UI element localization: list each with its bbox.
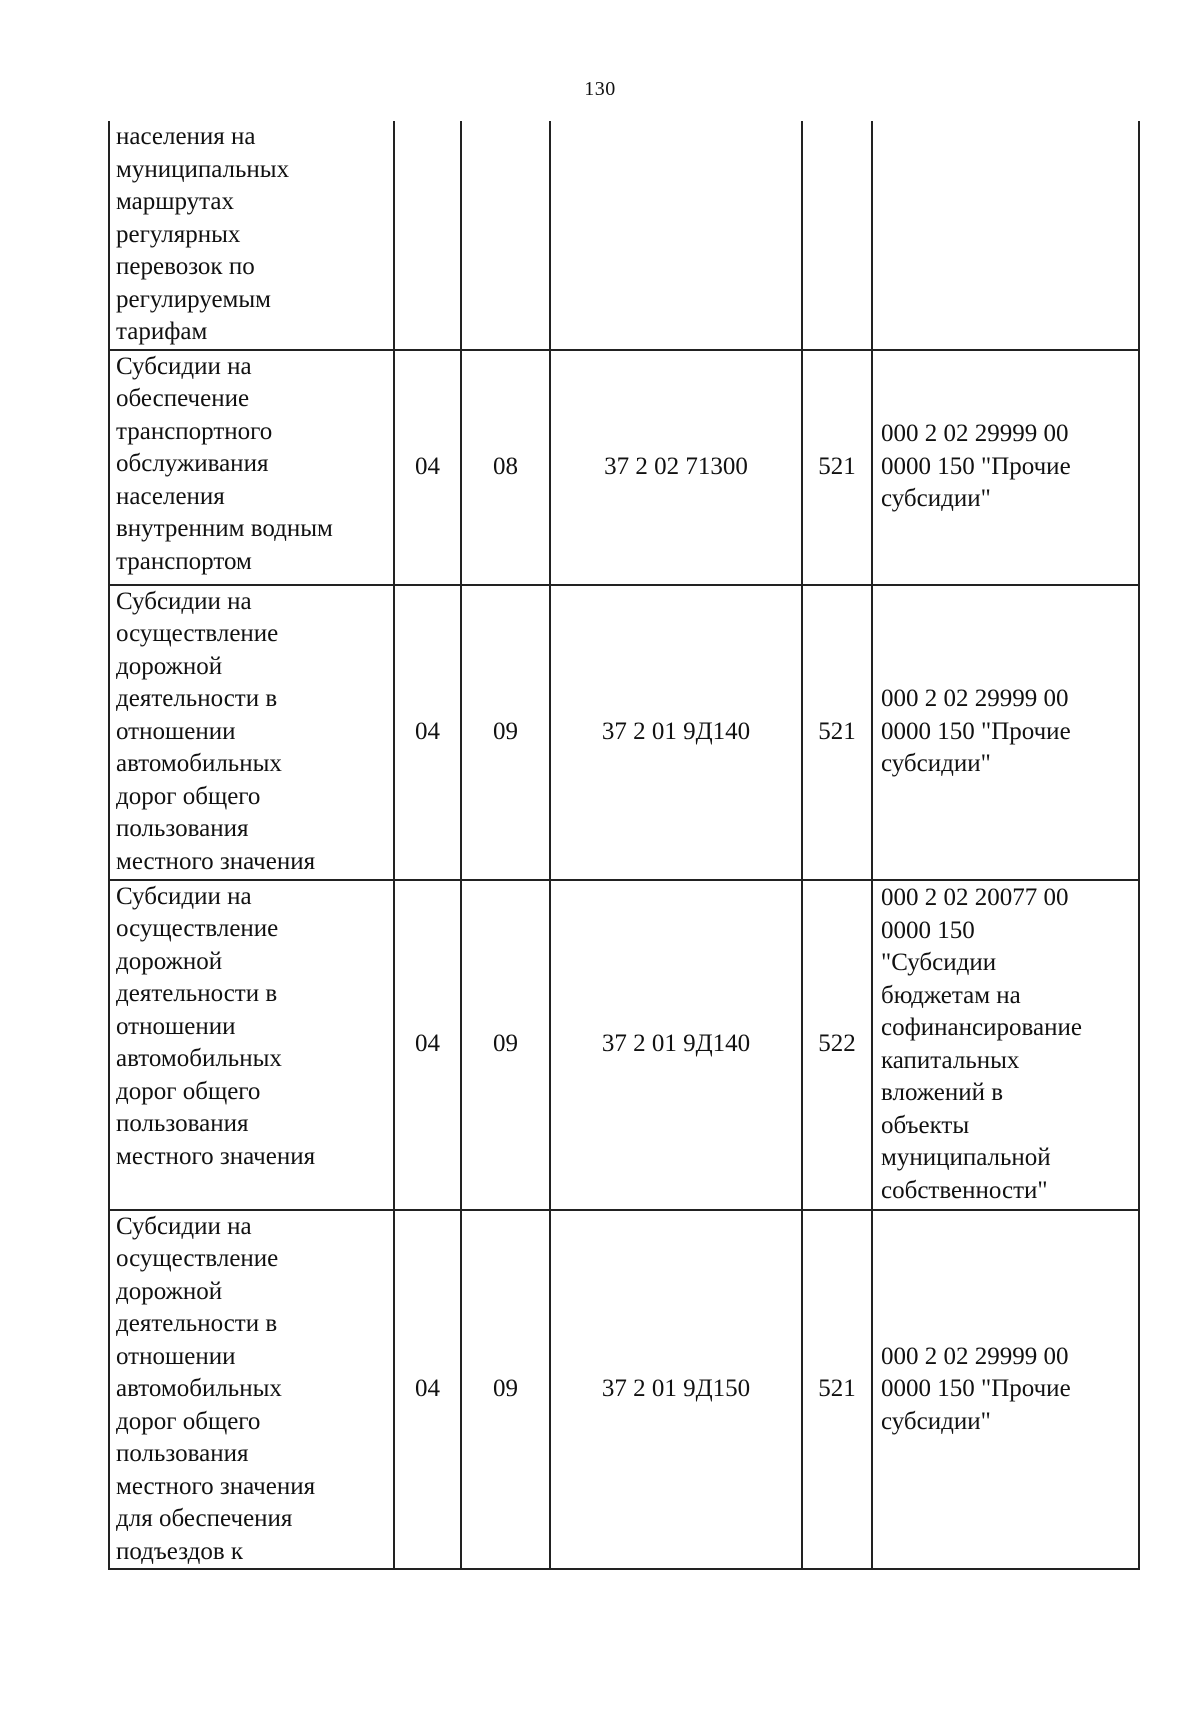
cell-line: муниципальных bbox=[116, 155, 290, 183]
cell-line: Субсидии на bbox=[116, 587, 252, 615]
kbk-text bbox=[881, 683, 1134, 781]
row-name bbox=[116, 351, 387, 579]
expense-type-cell: 521 bbox=[802, 1210, 872, 1570]
expense-type-cell: 521 bbox=[802, 350, 872, 585]
kbk-cell bbox=[872, 880, 1139, 1210]
subsection-cell: 09 bbox=[461, 880, 550, 1210]
subsection-cell: 09 bbox=[461, 585, 550, 880]
cell-line: субсидии" bbox=[881, 485, 991, 513]
cell-line: 000 2 02 29999 00 bbox=[881, 685, 1069, 713]
page-number: 130 bbox=[584, 78, 616, 100]
cell-line: обеспечение bbox=[116, 385, 250, 412]
target-article-cell: 37 2 01 9Д150 bbox=[550, 1210, 802, 1570]
expense-type-cell: 522 bbox=[802, 880, 872, 1210]
cell-line: осуществление bbox=[116, 915, 279, 942]
cell-line: бюджетам на bbox=[881, 981, 1021, 1009]
kbk-cell bbox=[872, 1210, 1139, 1570]
section-cell bbox=[394, 121, 461, 350]
cell-line: транспортом bbox=[116, 547, 252, 575]
budget-table bbox=[108, 121, 1140, 1570]
cell-line: 0000 150 bbox=[881, 916, 975, 944]
cell-line: 0000 150 "Прочие bbox=[881, 717, 1071, 745]
row-name-cell bbox=[109, 585, 394, 880]
table-row bbox=[109, 350, 1139, 585]
cell-line: отношении bbox=[116, 1342, 236, 1370]
cell-line: регулируемым bbox=[116, 285, 271, 313]
subsection-cell: 09 bbox=[461, 1210, 550, 1570]
cell-line: автомобильных bbox=[116, 1045, 282, 1072]
cell-line: собственности" bbox=[881, 1176, 1048, 1204]
cell-line: 000 2 02 29999 00 bbox=[881, 420, 1069, 448]
cell-line: обслуживания bbox=[116, 450, 269, 477]
target-article-cell: 37 2 02 71300 bbox=[550, 350, 802, 585]
cell-line: объекты bbox=[881, 1111, 970, 1139]
kbk-text bbox=[881, 418, 1134, 516]
section-cell: 04 bbox=[394, 350, 461, 585]
cell-line: регулярных bbox=[116, 220, 241, 248]
subsection-cell: 08 bbox=[461, 350, 550, 585]
table-row bbox=[109, 585, 1139, 880]
kbk-cell bbox=[872, 350, 1139, 585]
cell-line: местного значения bbox=[116, 1142, 316, 1170]
cell-line: Субсидии на bbox=[116, 1212, 252, 1240]
expense-type-cell: 521 bbox=[802, 585, 872, 880]
cell-line: подъездов к bbox=[116, 1537, 244, 1565]
section-cell: 04 bbox=[394, 880, 461, 1210]
cell-line: 000 2 02 29999 00 bbox=[881, 1342, 1069, 1370]
cell-line: 000 2 02 20077 00 bbox=[881, 884, 1069, 911]
row-name-cell bbox=[109, 350, 394, 585]
subsection-cell bbox=[461, 121, 550, 350]
cell-line: "Субсидии bbox=[881, 949, 997, 976]
cell-line: пользования bbox=[116, 1110, 249, 1137]
cell-line: осуществление bbox=[116, 620, 279, 647]
cell-line: тарифам bbox=[116, 318, 208, 345]
target-article-cell: 37 2 01 9Д140 bbox=[550, 585, 802, 880]
cell-line: софинансирование bbox=[881, 1014, 1082, 1041]
table-row bbox=[109, 121, 1139, 350]
kbk-cell bbox=[872, 121, 1139, 350]
table-row bbox=[109, 880, 1139, 1210]
cell-line: дорог общего bbox=[116, 1407, 261, 1435]
cell-line: маршрутах bbox=[116, 188, 234, 215]
kbk-text bbox=[881, 1341, 1134, 1439]
cell-line: пользования bbox=[116, 1440, 249, 1467]
table-row bbox=[109, 1210, 1139, 1570]
cell-line: осуществление bbox=[116, 1245, 279, 1272]
cell-line: отношении bbox=[116, 1012, 236, 1040]
cell-line: транспортного bbox=[116, 417, 273, 445]
cell-line: местного значения bbox=[116, 1472, 316, 1500]
cell-line: автомобильных bbox=[116, 1375, 282, 1402]
cell-line: деятельности в bbox=[116, 685, 278, 712]
cell-line: субсидии" bbox=[881, 750, 991, 778]
expense-type-cell bbox=[802, 121, 872, 350]
cell-line: субсидии" bbox=[881, 1407, 991, 1435]
cell-line: автомобильных bbox=[116, 750, 282, 777]
row-name bbox=[116, 586, 387, 879]
cell-line: Субсидии на bbox=[116, 882, 252, 910]
cell-line: отношении bbox=[116, 717, 236, 745]
row-name bbox=[116, 1211, 387, 1569]
cell-line: для обеспечения bbox=[116, 1505, 293, 1532]
cell-line: населения bbox=[116, 482, 225, 510]
target-article-cell: 37 2 01 9Д140 bbox=[550, 880, 802, 1210]
cell-line: дорог общего bbox=[116, 1077, 261, 1105]
row-name-cell bbox=[109, 1210, 394, 1570]
cell-line: 0000 150 "Прочие bbox=[881, 452, 1071, 480]
cell-line: вложений в bbox=[881, 1079, 1004, 1106]
cell-line: капитальных bbox=[881, 1046, 1020, 1074]
target-article-cell bbox=[550, 121, 802, 350]
cell-line: дорожной bbox=[116, 947, 223, 975]
cell-line: муниципальной bbox=[881, 1144, 1051, 1171]
cell-line: пользования bbox=[116, 815, 249, 842]
cell-line: дорожной bbox=[116, 1277, 223, 1305]
cell-line: деятельности в bbox=[116, 1310, 278, 1337]
cell-line: внутренним водным bbox=[116, 515, 333, 542]
cell-line: дорожной bbox=[116, 652, 223, 680]
cell-line: Субсидии на bbox=[116, 352, 252, 380]
cell-line: местного значения bbox=[116, 847, 316, 875]
cell-line: 0000 150 "Прочие bbox=[881, 1375, 1071, 1402]
row-name bbox=[116, 121, 387, 349]
row-name-cell bbox=[109, 880, 394, 1210]
row-name bbox=[116, 881, 387, 1174]
cell-line: населения на bbox=[116, 123, 256, 150]
cell-line: дорог общего bbox=[116, 782, 261, 810]
cell-line: деятельности в bbox=[116, 980, 278, 1007]
cell-line: перевозок по bbox=[116, 253, 255, 280]
kbk-cell bbox=[872, 585, 1139, 880]
section-cell: 04 bbox=[394, 585, 461, 880]
kbk-text bbox=[881, 882, 1134, 1207]
section-cell: 04 bbox=[394, 1210, 461, 1570]
row-name-cell bbox=[109, 121, 394, 350]
